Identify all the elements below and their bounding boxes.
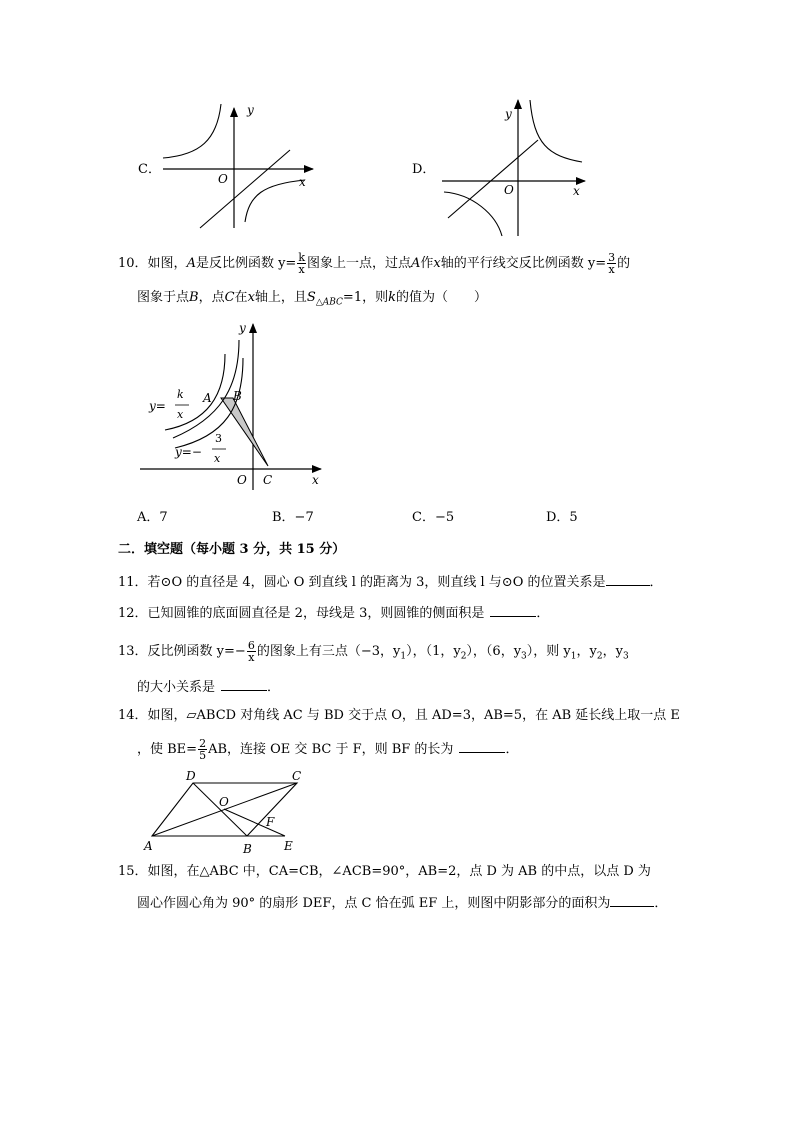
q15-line1: 15．如图，在△ABC 中，CA=CB，∠ACB=90°，AB=2，点 D 为 AB 的中点，以点 D 为	[118, 864, 651, 879]
option-d-label: D．	[412, 162, 436, 177]
fraction-3-over-x: $\frac{3}{x}$	[608, 251, 616, 276]
option-d-graph	[430, 96, 600, 241]
q12: 12．已知圆锥的底面圆直径是 2，母线是 3，则圆锥的侧面积是 ．	[118, 606, 550, 621]
answer-blank	[459, 740, 505, 753]
q13-line2: 的大小关系是 ．	[137, 680, 281, 695]
q10-option-a: A．7	[137, 510, 168, 525]
x-axis-label: x	[312, 473, 319, 487]
q13-line1: 13．反比例函数 y=− $\frac{6}{x}$ 的图象上有三点（−3，$y_1$），（1，$y_2$），（6，$y_3$），则 $y_1$，$y_2$，$y_3$	[118, 639, 629, 664]
y-axis-label: y	[239, 321, 246, 335]
q10-option-d: D．5	[546, 510, 578, 525]
option-c-graph	[155, 100, 325, 240]
q11: 11．若⊙O 的直径是 4，圆心 O 到直线 l 的距离为 3，则直线 l 与⊙O 的位置关系是 ．	[118, 575, 663, 590]
label-y-eq-k: y=	[149, 399, 166, 413]
label-k: k	[177, 388, 184, 401]
fraction-6-over-x: $\frac{6}{x}$	[247, 639, 255, 664]
diagonal-bd	[193, 783, 247, 836]
label-x2: x	[214, 452, 221, 465]
label-x: x	[177, 408, 184, 421]
point-a-label: A	[203, 391, 212, 405]
hyperbola-branch-upper-right	[530, 100, 582, 162]
hyperbola-branch-lower-right	[245, 180, 305, 222]
point-f-label: F	[266, 815, 275, 829]
section-title-fill-in: 二．填空题（每小题 3 分，共 15 分）	[118, 542, 346, 557]
q14-line2: ，使 BE= $\frac{2}{5}$ AB，连接 OE 交 BC 于 F，则 BF 的长为 ．	[137, 737, 519, 762]
fraction-2-over-5: $\frac{2}{5}$	[199, 737, 207, 762]
point-c-label: C	[263, 473, 273, 487]
x-axis-label: x	[573, 184, 580, 198]
point-a-label: A	[144, 839, 153, 853]
q10-option-c: C．−5	[412, 510, 455, 525]
point-o-label: O	[219, 795, 229, 809]
fraction-k-over-x: $\frac{k}{x}$	[298, 251, 305, 276]
line-graph	[200, 150, 290, 228]
point-d-label: D	[186, 769, 196, 783]
q10-line1: 10．如图，A是反比例函数 y= $\frac{k}{x}$ 图象上一点，过点A作x轴的平行线交反比例函数 y= $\frac{3}{x}$ 的	[118, 251, 631, 276]
answer-blank	[610, 894, 654, 907]
origin-label: O	[237, 473, 247, 487]
answer-blank	[221, 678, 267, 691]
x-axis-label: x	[299, 175, 306, 189]
point-b-label: B	[243, 842, 252, 856]
y-axis-label: y	[247, 103, 254, 117]
q14-line1: 14．如图，▱ABCD 对角线 AC 与 BD 交于点 O，且 AD=3，AB=5，在 AB 延长线上取一点 E	[118, 708, 680, 723]
point-e-label: E	[284, 839, 293, 853]
q10-option-b: B．−7	[272, 510, 314, 525]
line-graph	[448, 140, 538, 218]
option-c-label: C．	[138, 162, 161, 177]
q15-line2: 圆心作圆心角为 90° 的扇形 DEF，点 C 恰在弧 EF 上，则图中阴影部分的面积为 ．	[137, 896, 668, 911]
curve-y-k-over-x	[165, 354, 225, 430]
label-y-eq-neg: y=−	[175, 445, 202, 459]
label-3: 3	[215, 432, 222, 445]
hyperbola-branch-upper-left	[163, 104, 221, 158]
q10-line2: 图象于点B，点C在x轴上，且$S_{\triangle ABC}=1$，则k的值为（ ）	[137, 290, 487, 308]
point-c-label: C	[292, 769, 302, 783]
origin-label: O	[504, 183, 514, 197]
q14-figure	[135, 768, 310, 856]
answer-blank	[490, 604, 536, 617]
point-b-label: B	[233, 389, 242, 403]
y-axis-label: y	[505, 107, 512, 121]
triangle-abc-shaded	[221, 398, 268, 466]
answer-blank	[606, 573, 650, 586]
origin-label: O	[218, 172, 228, 186]
q10-figure	[135, 318, 335, 493]
